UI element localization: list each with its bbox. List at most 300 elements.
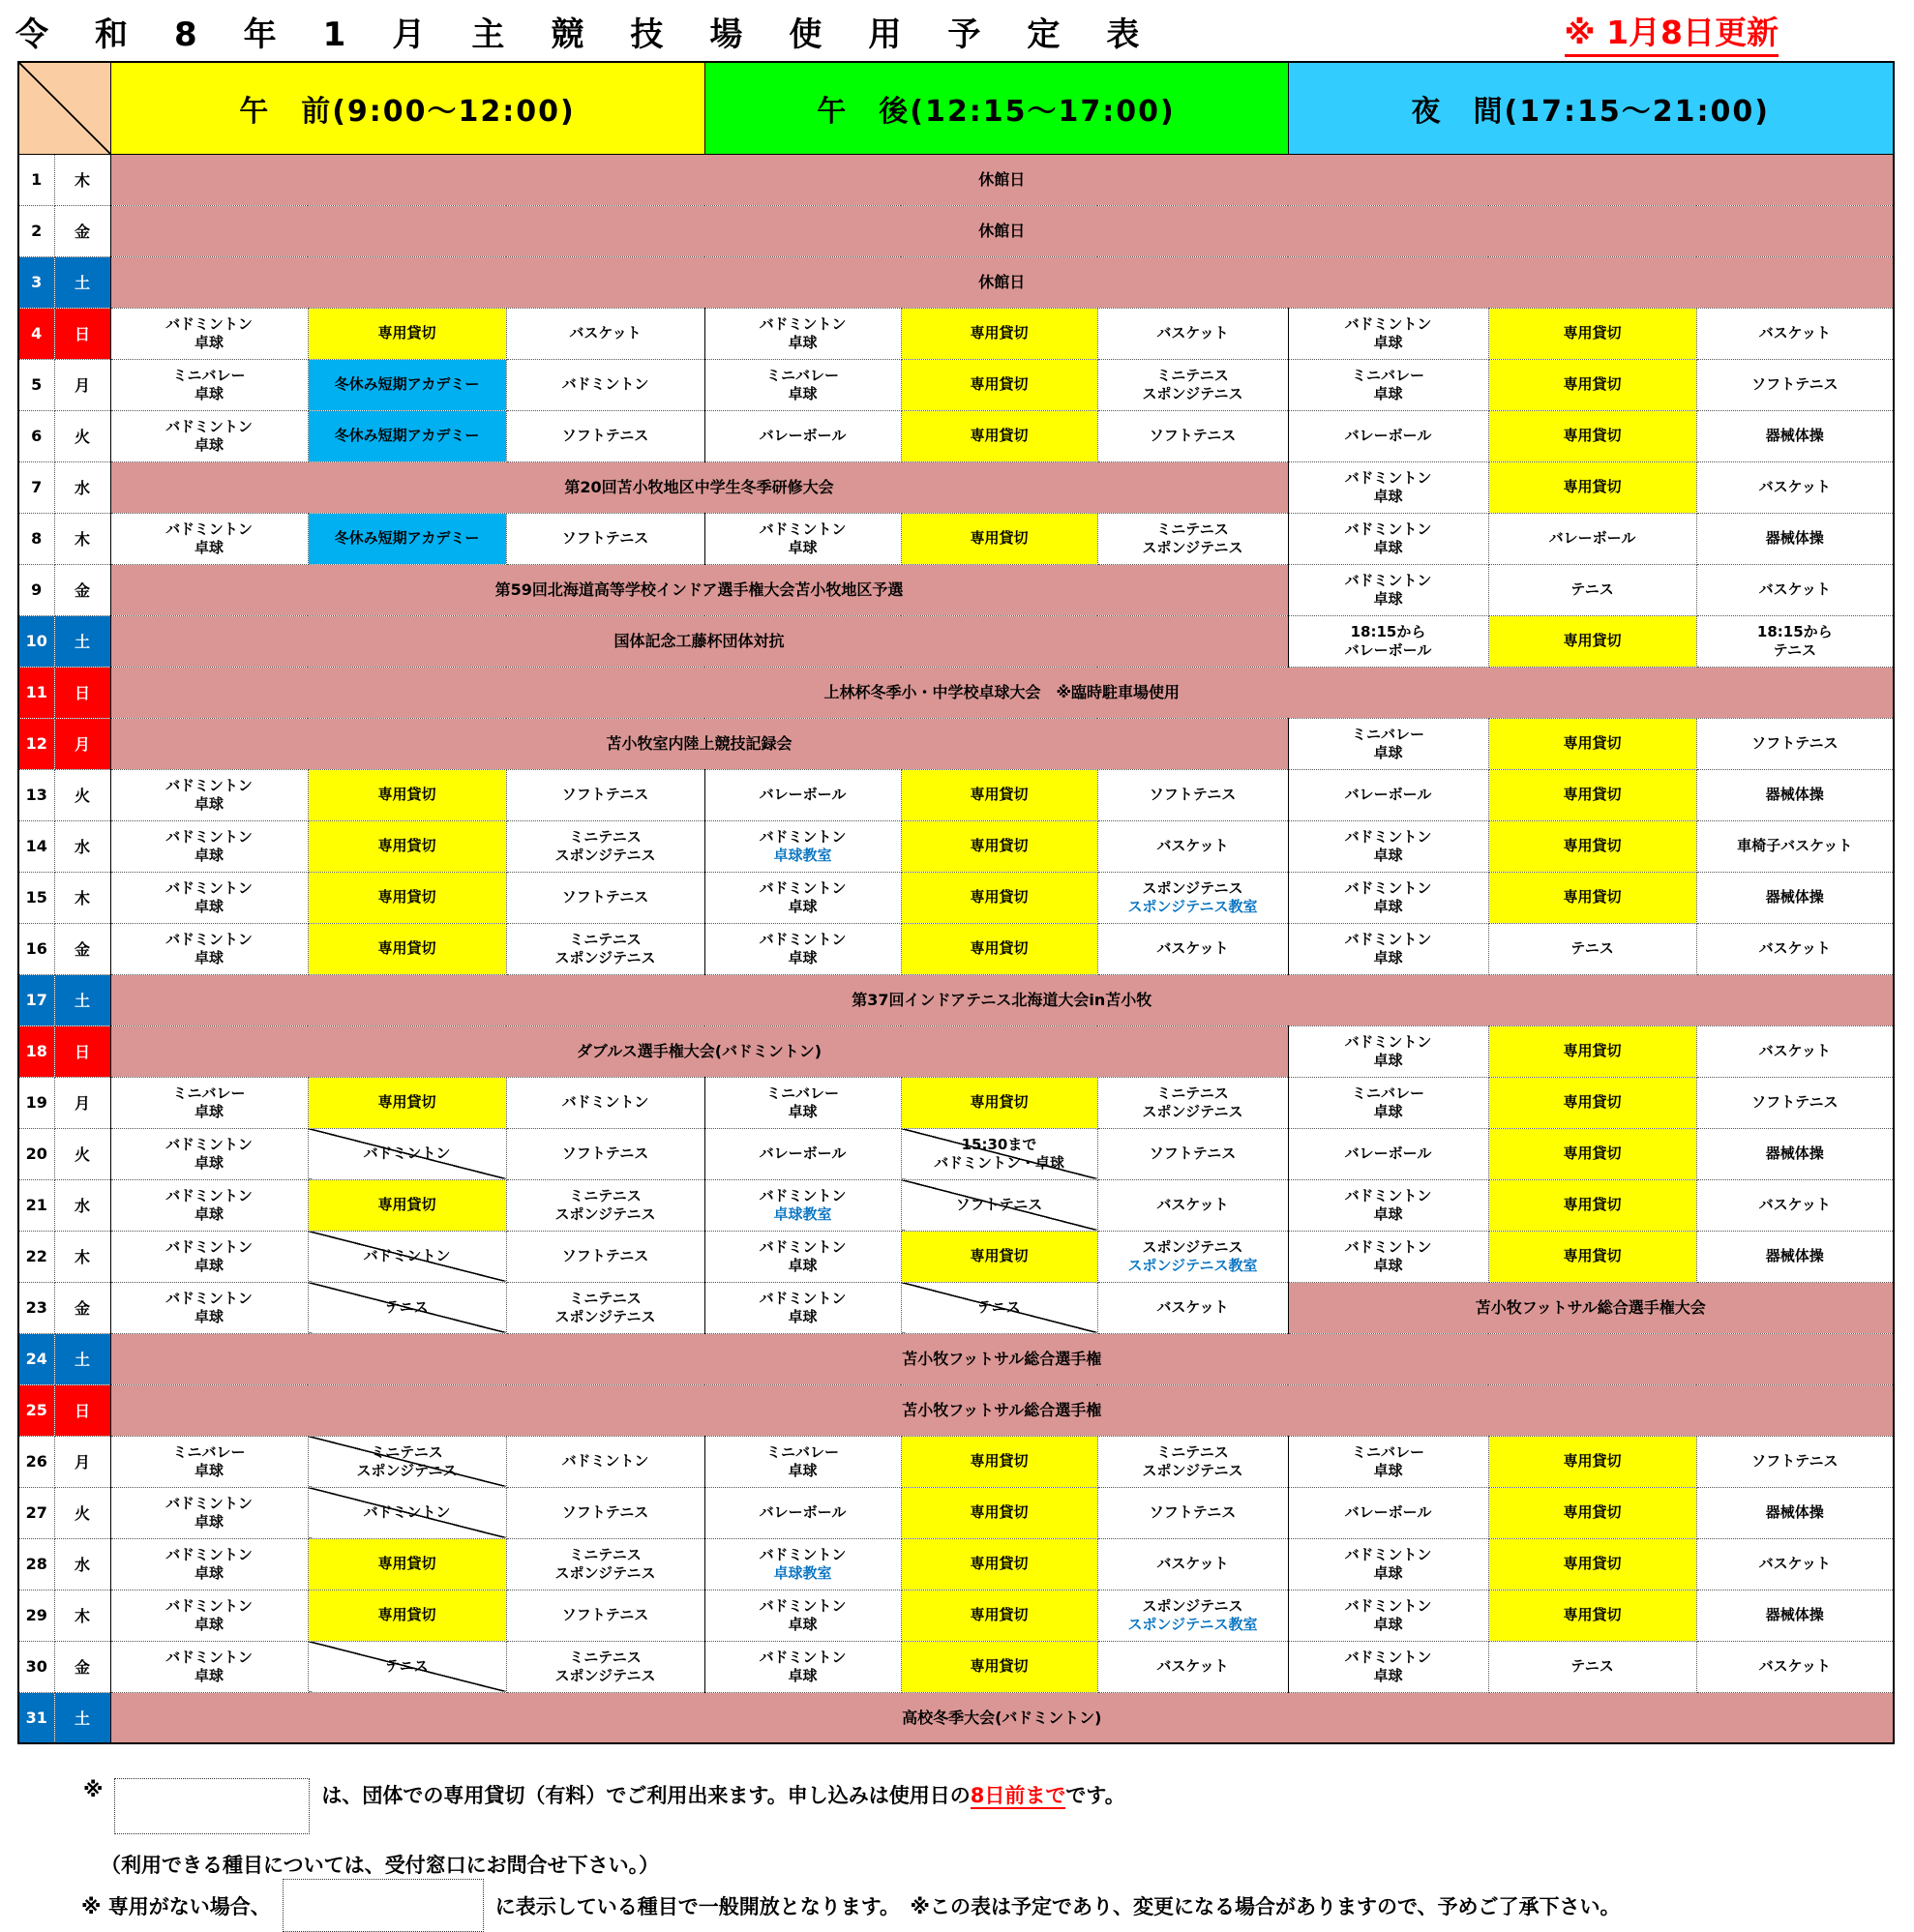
schedule-row	[18, 1384, 1894, 1436]
schedule-cell: 18:15から バレーボール	[1288, 615, 1488, 667]
day-number: 6	[18, 410, 54, 461]
day-number: 16	[18, 923, 54, 974]
schedule-row	[18, 923, 1894, 974]
schedule-row	[18, 820, 1894, 872]
day-number: 28	[18, 1538, 54, 1590]
schedule-cell: バドミントン	[308, 1231, 506, 1282]
schedule-cell: バドミントン 卓球	[110, 308, 308, 359]
weekday: 日	[54, 1025, 110, 1077]
schedule-cell: バスケット	[1696, 923, 1894, 974]
schedule-cell: バドミントン 卓球	[1288, 1179, 1488, 1231]
schedule-cell: バドミントン 卓球	[1288, 564, 1488, 615]
schedule-row	[18, 564, 1894, 615]
schedule-row	[18, 461, 1894, 513]
schedule-cell: バドミントン 卓球	[110, 1487, 308, 1538]
schedule-cell: バドミントン 卓球	[704, 513, 901, 564]
schedule-cell: ソフトテニス	[506, 1128, 704, 1179]
schedule-cell: バドミントン 卓球	[110, 872, 308, 923]
weekday: 土	[54, 974, 110, 1025]
schedule-cell: ソフトテニス	[1696, 1077, 1894, 1128]
legend-open-box-icon	[283, 1879, 484, 1932]
schedule-cell: ソフトテニス	[506, 1590, 704, 1641]
schedule-cell: バドミントン 卓球	[110, 1590, 308, 1641]
schedule-cell: 専用貸切	[1488, 410, 1696, 461]
day-number: 23	[18, 1282, 54, 1333]
header-evening: 夜 間(17:15～21:00)	[1288, 62, 1894, 154]
schedule-row	[18, 1692, 1894, 1743]
day-number: 31	[18, 1692, 54, 1743]
legend-note-open	[81, 1879, 1621, 1932]
schedule-cell: バスケット	[1097, 1179, 1288, 1231]
schedule-cell: バスケット	[1097, 308, 1288, 359]
weekday: 火	[54, 769, 110, 820]
schedule-cell: 専用貸切	[308, 1179, 506, 1231]
day-number: 9	[18, 564, 54, 615]
schedule-cell: バドミントン 卓球	[704, 1282, 901, 1333]
schedule-cell: バドミントン 卓球教室	[704, 1538, 901, 1590]
schedule-cell: 専用貸切	[1488, 1487, 1696, 1538]
schedule-row	[18, 718, 1894, 769]
schedule-cell: バドミントン 卓球	[1288, 1025, 1488, 1077]
legend-reserved-box-icon	[114, 1778, 310, 1834]
schedule-cell: ミニバレー 卓球	[110, 1436, 308, 1487]
schedule-row	[18, 1436, 1894, 1487]
schedule-row	[18, 410, 1894, 461]
schedule-cell: バドミントン	[506, 1436, 704, 1487]
schedule-cell: ソフトテニス	[1696, 359, 1894, 410]
schedule-cell: 専用貸切	[1488, 1077, 1696, 1128]
schedule-cell: 冬休み短期アカデミー	[308, 359, 506, 410]
schedule-cell: 専用貸切	[901, 1590, 1097, 1641]
schedule-cell: ソフトテニス	[506, 1231, 704, 1282]
page-title: 令和8年1月主競技場使用予定表	[15, 15, 1186, 54]
header-row	[18, 62, 1894, 154]
schedule-body	[18, 154, 1894, 1743]
schedule-cell: バドミントン 卓球	[1288, 513, 1488, 564]
event-cell: 休館日	[110, 256, 1894, 308]
note1-mark: ※	[83, 1778, 104, 1801]
schedule-cell: 18:15から テニス	[1696, 615, 1894, 667]
weekday: 月	[54, 1436, 110, 1487]
schedule-cell: 器械体操	[1696, 1590, 1894, 1641]
event-cell: 休館日	[110, 205, 1894, 256]
schedule-cell: バドミントン 卓球	[110, 410, 308, 461]
weekday: 金	[54, 923, 110, 974]
day-number: 17	[18, 974, 54, 1025]
weekday: 木	[54, 1231, 110, 1282]
schedule-cell: 専用貸切	[308, 820, 506, 872]
schedule-cell: ソフトテニス	[506, 872, 704, 923]
schedule-cell: スポンジテニス スポンジテニス教室	[1097, 1590, 1288, 1641]
event-cell: 苫小牧フットサル総合選手権	[110, 1333, 1894, 1384]
schedule-cell: ミニテニス スポンジテニス	[1097, 1077, 1288, 1128]
schedule-cell: 器械体操	[1696, 1231, 1894, 1282]
weekday: 月	[54, 718, 110, 769]
schedule-cell: 専用貸切	[1488, 1179, 1696, 1231]
schedule-cell: バレーボール	[704, 1487, 901, 1538]
schedule-cell: 器械体操	[1696, 410, 1894, 461]
schedule-cell: バドミントン 卓球	[1288, 923, 1488, 974]
schedule-cell: ミニテニス スポンジテニス	[1097, 359, 1288, 410]
schedule-cell: 専用貸切	[901, 1436, 1097, 1487]
schedule-cell: ソフトテニス	[506, 513, 704, 564]
schedule-cell: 器械体操	[1696, 769, 1894, 820]
schedule-cell: バドミントン 卓球	[1288, 1641, 1488, 1692]
schedule-row	[18, 1179, 1894, 1231]
schedule-cell: バスケット	[1097, 1282, 1288, 1333]
schedule-cell: バドミントン 卓球	[110, 1179, 308, 1231]
weekday: 金	[54, 564, 110, 615]
schedule-cell: ミニバレー 卓球	[1288, 718, 1488, 769]
day-number: 20	[18, 1128, 54, 1179]
schedule-table	[17, 61, 1895, 1744]
schedule-cell: ミニバレー 卓球	[1288, 1077, 1488, 1128]
schedule-cell: バスケット	[1696, 1538, 1894, 1590]
schedule-cell: バドミントン 卓球	[110, 513, 308, 564]
schedule-cell: 器械体操	[1696, 513, 1894, 564]
schedule-cell: ミニバレー 卓球	[704, 1436, 901, 1487]
schedule-cell: ミニバレー 卓球	[110, 359, 308, 410]
weekday: 水	[54, 461, 110, 513]
weekday: 木	[54, 1590, 110, 1641]
schedule-cell: ミニテニス スポンジテニス	[308, 1436, 506, 1487]
schedule-cell: バスケット	[1696, 461, 1894, 513]
schedule-cell: ソフトテニス	[1097, 769, 1288, 820]
schedule-cell: 専用貸切	[1488, 1590, 1696, 1641]
schedule-cell: バドミントン 卓球	[110, 1128, 308, 1179]
weekday: 月	[54, 1077, 110, 1128]
schedule-cell: 器械体操	[1696, 1487, 1894, 1538]
schedule-cell: 専用貸切	[1488, 308, 1696, 359]
schedule-cell: 冬休み短期アカデミー	[308, 513, 506, 564]
day-number: 29	[18, 1590, 54, 1641]
event-cell: 第59回北海道高等学校インドア選手権大会苫小牧地区予選	[110, 564, 1288, 615]
schedule-row	[18, 1077, 1894, 1128]
day-number: 12	[18, 718, 54, 769]
schedule-cell: バスケット	[1097, 1538, 1288, 1590]
schedule-cell: 専用貸切	[901, 923, 1097, 974]
schedule-row	[18, 1333, 1894, 1384]
schedule-cell: バドミントン 卓球	[704, 1231, 901, 1282]
day-number: 8	[18, 513, 54, 564]
schedule-cell: 専用貸切	[1488, 872, 1696, 923]
schedule-cell: 専用貸切	[901, 1538, 1097, 1590]
schedule-cell: テニス	[901, 1282, 1097, 1333]
schedule-cell: ソフトテニス	[1097, 1487, 1288, 1538]
schedule-cell: ミニテニス スポンジテニス	[506, 1282, 704, 1333]
schedule-cell: 冬休み短期アカデミー	[308, 410, 506, 461]
day-number: 27	[18, 1487, 54, 1538]
weekday: 日	[54, 308, 110, 359]
schedule-cell: バドミントン 卓球	[1288, 461, 1488, 513]
schedule-cell: 専用貸切	[1488, 718, 1696, 769]
schedule-cell: スポンジテニス スポンジテニス教室	[1097, 872, 1288, 923]
schedule-cell: バドミントン 卓球	[704, 923, 901, 974]
schedule-cell: 専用貸切	[1488, 359, 1696, 410]
schedule-cell: バスケット	[1696, 1179, 1894, 1231]
schedule-cell: バドミントン	[506, 359, 704, 410]
weekday: 土	[54, 256, 110, 308]
day-number: 18	[18, 1025, 54, 1077]
schedule-cell: 専用貸切	[901, 1487, 1097, 1538]
day-number: 25	[18, 1384, 54, 1436]
schedule-cell: バドミントン 卓球	[110, 923, 308, 974]
day-number: 26	[18, 1436, 54, 1487]
note1-text: は、団体での専用貸切（有料）でご利用出来ます。申し込みは使用日の8日前までです。	[321, 1784, 1125, 1807]
schedule-cell: ソフトテニス	[1696, 1436, 1894, 1487]
schedule-cell: テニス	[308, 1282, 506, 1333]
schedule-cell: バスケット	[1097, 923, 1288, 974]
schedule-cell: 専用貸切	[308, 923, 506, 974]
weekday: 火	[54, 1487, 110, 1538]
weekday: 水	[54, 1538, 110, 1590]
schedule-row	[18, 1538, 1894, 1590]
schedule-cell: 専用貸切	[308, 769, 506, 820]
schedule-row	[18, 1590, 1894, 1641]
schedule-cell: バドミントン 卓球	[110, 769, 308, 820]
schedule-cell: 専用貸切	[1488, 1436, 1696, 1487]
schedule-cell: バドミントン	[308, 1128, 506, 1179]
weekday: 木	[54, 872, 110, 923]
schedule-cell: 車椅子バスケット	[1696, 820, 1894, 872]
schedule-cell: バレーボール	[704, 769, 901, 820]
schedule-row	[18, 256, 1894, 308]
schedule-cell: バドミントン 卓球	[704, 1641, 901, 1692]
schedule-cell: 専用貸切	[901, 1641, 1097, 1692]
schedule-cell: ソフトテニス	[1097, 410, 1288, 461]
schedule-cell: ミニテニス スポンジテニス	[1097, 1436, 1288, 1487]
schedule-cell: 専用貸切	[1488, 1538, 1696, 1590]
schedule-cell: バドミントン 卓球	[1288, 1590, 1488, 1641]
day-number: 22	[18, 1231, 54, 1282]
schedule-cell: バスケット	[1097, 820, 1288, 872]
day-number: 13	[18, 769, 54, 820]
weekday: 金	[54, 1282, 110, 1333]
schedule-cell: バスケット	[1696, 1025, 1894, 1077]
schedule-cell: バレーボール	[1288, 769, 1488, 820]
schedule-cell: 専用貸切	[308, 872, 506, 923]
schedule-cell: バドミントン 卓球	[1288, 1538, 1488, 1590]
schedule-cell: 器械体操	[1696, 1128, 1894, 1179]
schedule-row	[18, 1128, 1894, 1179]
schedule-cell: バレーボール	[1488, 513, 1696, 564]
schedule-cell: 専用貸切	[901, 1077, 1097, 1128]
day-number: 2	[18, 205, 54, 256]
event-cell: 上林杯冬季小・中学校卓球大会 ※臨時駐車場使用	[110, 667, 1894, 718]
note3-text: に表示している種目で一般開放となります。 ※この表は予定であり、変更になる場合がありますので、予めご了承下さい。	[494, 1894, 1621, 1918]
weekday: 火	[54, 410, 110, 461]
schedule-cell: テニス	[1488, 1641, 1696, 1692]
day-number: 3	[18, 256, 54, 308]
day-number: 11	[18, 667, 54, 718]
schedule-cell: バドミントン	[308, 1487, 506, 1538]
schedule-cell: 専用貸切	[1488, 1025, 1696, 1077]
schedule-cell: 専用貸切	[308, 1538, 506, 1590]
day-number: 15	[18, 872, 54, 923]
header-morning: 午 前(9:00～12:00)	[110, 62, 704, 154]
schedule-cell: ソフトテニス	[1097, 1128, 1288, 1179]
day-number: 14	[18, 820, 54, 872]
schedule-cell: 専用貸切	[308, 1077, 506, 1128]
weekday: 水	[54, 820, 110, 872]
schedule-cell: 専用貸切	[1488, 820, 1696, 872]
event-cell: 苫小牧フットサル総合選手権	[110, 1384, 1894, 1436]
event-cell: 苫小牧室内陸上競技記録会	[110, 718, 1288, 769]
event-cell: 国体記念工藤杯団体対抗	[110, 615, 1288, 667]
schedule-cell: バドミントン 卓球	[110, 1538, 308, 1590]
schedule-cell: 専用貸切	[1488, 1231, 1696, 1282]
schedule-cell: 専用貸切	[901, 359, 1097, 410]
day-number: 7	[18, 461, 54, 513]
schedule-row	[18, 1231, 1894, 1282]
schedule-cell: バドミントン 卓球	[110, 1231, 308, 1282]
schedule-row	[18, 615, 1894, 667]
schedule-cell: ミニバレー 卓球	[1288, 1436, 1488, 1487]
header-afternoon: 午 後(12:15～17:00)	[704, 62, 1288, 154]
event-cell: 第37回インドアテニス北海道大会in苫小牧	[110, 974, 1894, 1025]
schedule-cell: 専用貸切	[901, 308, 1097, 359]
weekday: 月	[54, 359, 110, 410]
schedule-row	[18, 974, 1894, 1025]
schedule-row	[18, 872, 1894, 923]
title-bar	[15, 8, 1779, 57]
day-number: 10	[18, 615, 54, 667]
note3-mark: ※ 専用がない場合、	[81, 1894, 271, 1918]
weekday: 金	[54, 1641, 110, 1692]
day-number: 19	[18, 1077, 54, 1128]
schedule-cell: 専用貸切	[1488, 615, 1696, 667]
schedule-row	[18, 769, 1894, 820]
day-number: 30	[18, 1641, 54, 1692]
schedule-cell: バドミントン 卓球	[1288, 1231, 1488, 1282]
schedule-cell: 専用貸切	[308, 308, 506, 359]
weekday: 木	[54, 513, 110, 564]
schedule-row	[18, 154, 1894, 205]
schedule-cell: ミニテニス スポンジテニス	[506, 1538, 704, 1590]
event-cell: 苫小牧フットサル総合選手権大会	[1288, 1282, 1894, 1333]
event-cell: ダブルス選手権大会(バドミントン)	[110, 1025, 1288, 1077]
schedule-cell: スポンジテニス スポンジテニス教室	[1097, 1231, 1288, 1282]
schedule-cell: ミニテニス スポンジテニス	[506, 923, 704, 974]
day-number: 21	[18, 1179, 54, 1231]
schedule-cell: バレーボール	[704, 410, 901, 461]
weekday: 土	[54, 1333, 110, 1384]
schedule-cell: バレーボール	[1288, 410, 1488, 461]
day-number: 24	[18, 1333, 54, 1384]
update-note: ※ 1月8日更新	[1565, 8, 1779, 57]
schedule-row	[18, 1641, 1894, 1692]
schedule-cell: バドミントン 卓球	[1288, 308, 1488, 359]
schedule-cell: バドミントン 卓球	[1288, 820, 1488, 872]
schedule-cell: バスケット	[1696, 564, 1894, 615]
weekday: 木	[54, 154, 110, 205]
schedule-cell: 専用貸切	[1488, 769, 1696, 820]
schedule-cell: ミニバレー 卓球	[704, 1077, 901, 1128]
schedule-cell: 専用貸切	[901, 820, 1097, 872]
schedule-cell: テニス	[1488, 564, 1696, 615]
schedule-cell: テニス	[1488, 923, 1696, 974]
schedule-cell: バスケット	[1696, 1641, 1894, 1692]
schedule-cell: 専用貸切	[308, 1590, 506, 1641]
schedule-cell: バレーボール	[704, 1128, 901, 1179]
schedule-cell: バドミントン 卓球	[704, 1590, 901, 1641]
weekday: 日	[54, 1384, 110, 1436]
schedule-cell: ミニバレー 卓球	[1288, 359, 1488, 410]
schedule-cell: ミニテニス スポンジテニス	[1097, 513, 1288, 564]
schedule-cell: ソフトテニス	[1696, 718, 1894, 769]
day-number: 1	[18, 154, 54, 205]
schedule-cell: バスケット	[1097, 1641, 1288, 1692]
schedule-cell: 15:30まで バドミントン・卓球	[901, 1128, 1097, 1179]
schedule-cell: ソフトテニス	[506, 410, 704, 461]
schedule-cell: バレーボール	[1288, 1128, 1488, 1179]
note1-deadline: 8日前まで	[970, 1784, 1066, 1807]
schedule-row	[18, 1282, 1894, 1333]
weekday: 土	[54, 615, 110, 667]
schedule-row	[18, 1025, 1894, 1077]
schedule-cell: 専用貸切	[901, 410, 1097, 461]
weekday: 水	[54, 1179, 110, 1231]
schedule-cell: バスケット	[506, 308, 704, 359]
weekday: 火	[54, 1128, 110, 1179]
legend-note-reserved	[83, 1778, 1125, 1834]
schedule-cell: バドミントン 卓球	[110, 1282, 308, 1333]
corner-diagonal-icon	[18, 62, 110, 154]
weekday: 日	[54, 667, 110, 718]
schedule-row	[18, 513, 1894, 564]
weekday: 土	[54, 1692, 110, 1743]
schedule-row	[18, 205, 1894, 256]
day-number: 5	[18, 359, 54, 410]
schedule-cell: ソフトテニス	[506, 769, 704, 820]
schedule-cell: バドミントン 卓球	[110, 820, 308, 872]
schedule-cell: 専用貸切	[901, 872, 1097, 923]
schedule-row	[18, 359, 1894, 410]
event-cell: 休館日	[110, 154, 1894, 205]
schedule-cell: 専用貸切	[901, 769, 1097, 820]
day-number: 4	[18, 308, 54, 359]
schedule-cell: バドミントン 卓球	[110, 1641, 308, 1692]
schedule-cell: ソフトテニス	[506, 1487, 704, 1538]
schedule-row	[18, 1487, 1894, 1538]
schedule-cell: バドミントン 卓球教室	[704, 820, 901, 872]
schedule-cell: ミニテニス スポンジテニス	[506, 1179, 704, 1231]
schedule-cell: テニス	[308, 1641, 506, 1692]
schedule-cell: ソフトテニス	[901, 1179, 1097, 1231]
schedule-cell: バドミントン	[506, 1077, 704, 1128]
schedule-row	[18, 308, 1894, 359]
event-cell: 第20回苫小牧地区中学生冬季研修大会	[110, 461, 1288, 513]
schedule-row	[18, 667, 1894, 718]
schedule-cell: バドミントン 卓球	[704, 872, 901, 923]
schedule-cell: ミニバレー 卓球	[704, 359, 901, 410]
schedule-cell: 器械体操	[1696, 872, 1894, 923]
schedule-cell: ミニバレー 卓球	[110, 1077, 308, 1128]
schedule-cell: バドミントン 卓球	[1288, 872, 1488, 923]
schedule-cell: バレーボール	[1288, 1487, 1488, 1538]
legend-note-inquiry: （利用できる種目については、受付窓口にお問合せ下さい。）	[101, 1854, 660, 1877]
schedule-cell: ミニテニス スポンジテニス	[506, 1641, 704, 1692]
schedule-cell: 専用貸切	[901, 513, 1097, 564]
schedule-cell: バドミントン 卓球	[704, 308, 901, 359]
schedule-cell: 専用貸切	[1488, 461, 1696, 513]
schedule-cell: 専用貸切	[1488, 1128, 1696, 1179]
schedule-cell: バスケット	[1696, 308, 1894, 359]
schedule-cell: 専用貸切	[901, 1231, 1097, 1282]
schedule-cell: バドミントン 卓球教室	[704, 1179, 901, 1231]
event-cell: 高校冬季大会(バドミントン)	[110, 1692, 1894, 1743]
schedule-cell: ミニテニス スポンジテニス	[506, 820, 704, 872]
